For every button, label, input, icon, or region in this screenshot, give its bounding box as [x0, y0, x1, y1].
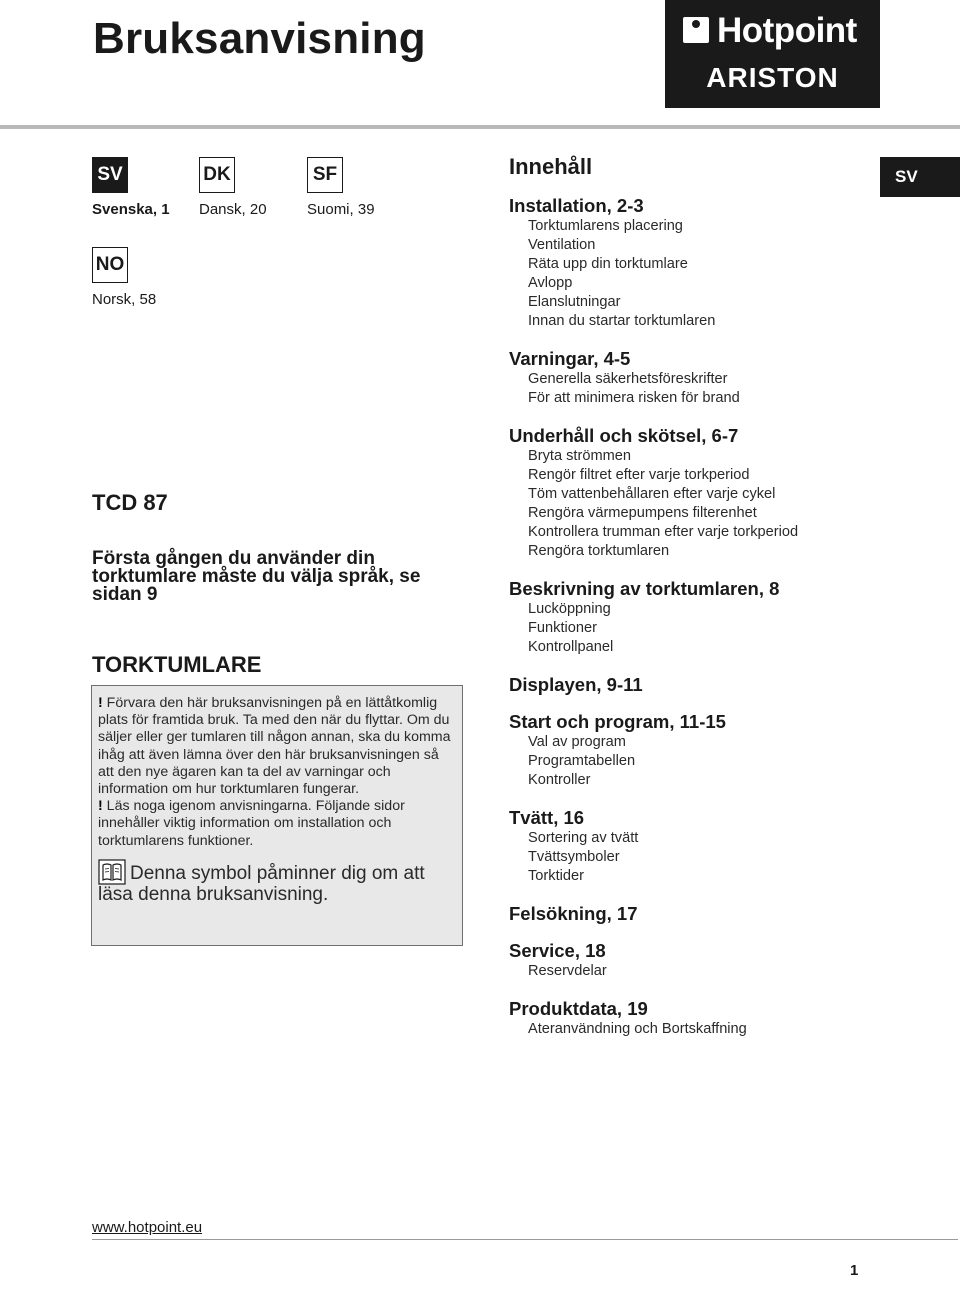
toc-heading[interactable]: Service, 18	[509, 940, 606, 961]
toc-section-display	[509, 674, 869, 696]
logo-brand-text: Hotpoint	[717, 11, 857, 50]
toc-section-installation	[509, 195, 869, 331]
header-divider	[0, 125, 960, 129]
toc-section-product-data	[509, 998, 869, 1039]
table-of-contents	[509, 195, 869, 1039]
toc-item[interactable]: Rengör filtret efter varje torkperiod	[528, 467, 750, 483]
website-link[interactable]: www.hotpoint.eu	[92, 1219, 203, 1236]
toc-heading[interactable]: Produktdata, 19	[509, 998, 648, 1019]
toc-heading[interactable]: Underhåll och skötsel, 6-7	[509, 425, 739, 446]
language-no[interactable]: NO	[92, 247, 128, 283]
toc-item[interactable]: Rengöra torktumlaren	[528, 543, 670, 559]
toc-heading[interactable]: Beskrivning av torktumlaren, 8	[509, 578, 780, 599]
language-tab-sv: SV	[880, 157, 960, 197]
toc-section-description	[509, 578, 869, 657]
toc-item[interactable]: Funktioner	[528, 620, 597, 636]
model-name: TCD 87	[92, 490, 168, 515]
toc-heading[interactable]: Varningar, 4-5	[509, 348, 631, 369]
exclamation-mark: !	[98, 695, 103, 711]
first-use-notice: Första gången du använder din torktumlare måste du välja språk, se sidan 9	[92, 548, 421, 605]
toc-item[interactable]: Programtabellen	[528, 753, 636, 769]
toc-item[interactable]: Kontrollera trumman efter varje torkperiod	[528, 524, 799, 540]
toc-item[interactable]: Töm vattenbehållaren efter varje cykel	[528, 486, 776, 502]
toc-item[interactable]: Avlopp	[528, 275, 573, 291]
toc-item[interactable]: Innan du startar torktumlaren	[528, 313, 716, 329]
logo-sub-text: ARISTON	[706, 62, 839, 93]
toc-item[interactable]: Ventilation	[528, 237, 596, 253]
toc-item[interactable]: Bryta strömmen	[528, 448, 631, 464]
toc-item[interactable]: Rengöra värmepumpens filterenhet	[528, 505, 757, 521]
toc-heading[interactable]: Displayen, 9-11	[509, 674, 643, 695]
toc-item[interactable]: Tvättsymboler	[528, 849, 620, 865]
toc-item[interactable]: Torktider	[528, 868, 584, 884]
toc-heading[interactable]: Start och program, 11-15	[509, 711, 726, 732]
page-title: Bruksanvisning	[93, 14, 426, 63]
toc-heading[interactable]: Felsökning, 17	[509, 903, 638, 924]
info-box	[91, 685, 463, 946]
language-sf[interactable]: SF	[307, 157, 343, 193]
toc-title: Innehåll	[509, 154, 593, 179]
symbol-note	[98, 859, 456, 905]
info-paragraph-2	[98, 798, 456, 850]
toc-section-laundry	[509, 807, 869, 886]
page-number: 1	[850, 1262, 859, 1279]
toc-section-troubleshooting	[509, 903, 869, 925]
logo-mark-icon	[683, 17, 709, 43]
language-sv-caption: Svenska, 1	[92, 201, 170, 218]
toc-section-service	[509, 940, 869, 981]
toc-item[interactable]: Torktumlarens placering	[528, 218, 683, 234]
toc-item[interactable]: Elanslutningar	[528, 294, 621, 310]
toc-item[interactable]: Kontroller	[528, 772, 591, 788]
symbol-note-text: Denna symbol påminner dig om att läsa denna bruksanvisning.	[98, 862, 425, 905]
language-sv[interactable]: SV	[92, 157, 128, 193]
toc-item[interactable]: Reservdelar	[528, 963, 607, 979]
toc-item[interactable]: Kontrollpanel	[528, 639, 614, 655]
toc-item[interactable]: Val av program	[528, 734, 626, 750]
language-dk-caption: Dansk, 20	[199, 201, 267, 218]
exclamation-mark: !	[98, 798, 103, 815]
language-dk[interactable]: DK	[199, 157, 235, 193]
info-text-2: Läs noga igenom anvisningarna. Följande sidor innehåller viktig information om installation och torktumlarens funktioner.	[98, 798, 405, 849]
brand-logo	[665, 0, 880, 108]
product-heading: TORKTUMLARE	[92, 652, 262, 677]
info-text-1: Förvara den här bruksanvisningen på en lättåtkomlig plats för framtida bruk. Ta med den när du flyttar. Om du säljer eller ger tumlaren till någon annan, ska du komma ihåg att även lämna över den här bruksanvisningen så att den nye ägaren kan ta del av varningar och information om hur torktumlaren fungerar.	[98, 695, 451, 798]
language-no-caption: Norsk, 58	[92, 291, 157, 308]
toc-item[interactable]: Generella säkerhetsföreskrifter	[528, 371, 728, 387]
footer-divider	[92, 1239, 958, 1240]
toc-heading[interactable]: Installation, 2-3	[509, 195, 644, 216]
toc-item[interactable]: Lucköppning	[528, 601, 611, 617]
info-paragraph-1	[98, 695, 456, 798]
toc-item[interactable]: För att minimera risken för brand	[528, 390, 740, 406]
toc-heading[interactable]: Tvätt, 16	[509, 807, 585, 828]
toc-item[interactable]: Ateranvändning och Bortskaffning	[528, 1021, 747, 1037]
language-sf-caption: Suomi, 39	[307, 201, 375, 218]
toc-item[interactable]: Sortering av tvätt	[528, 830, 639, 846]
toc-section-warnings	[509, 348, 869, 408]
book-icon	[98, 859, 126, 885]
toc-section-maintenance	[509, 425, 869, 561]
toc-item[interactable]: Räta upp din torktumlare	[528, 256, 688, 272]
toc-section-start	[509, 711, 869, 790]
